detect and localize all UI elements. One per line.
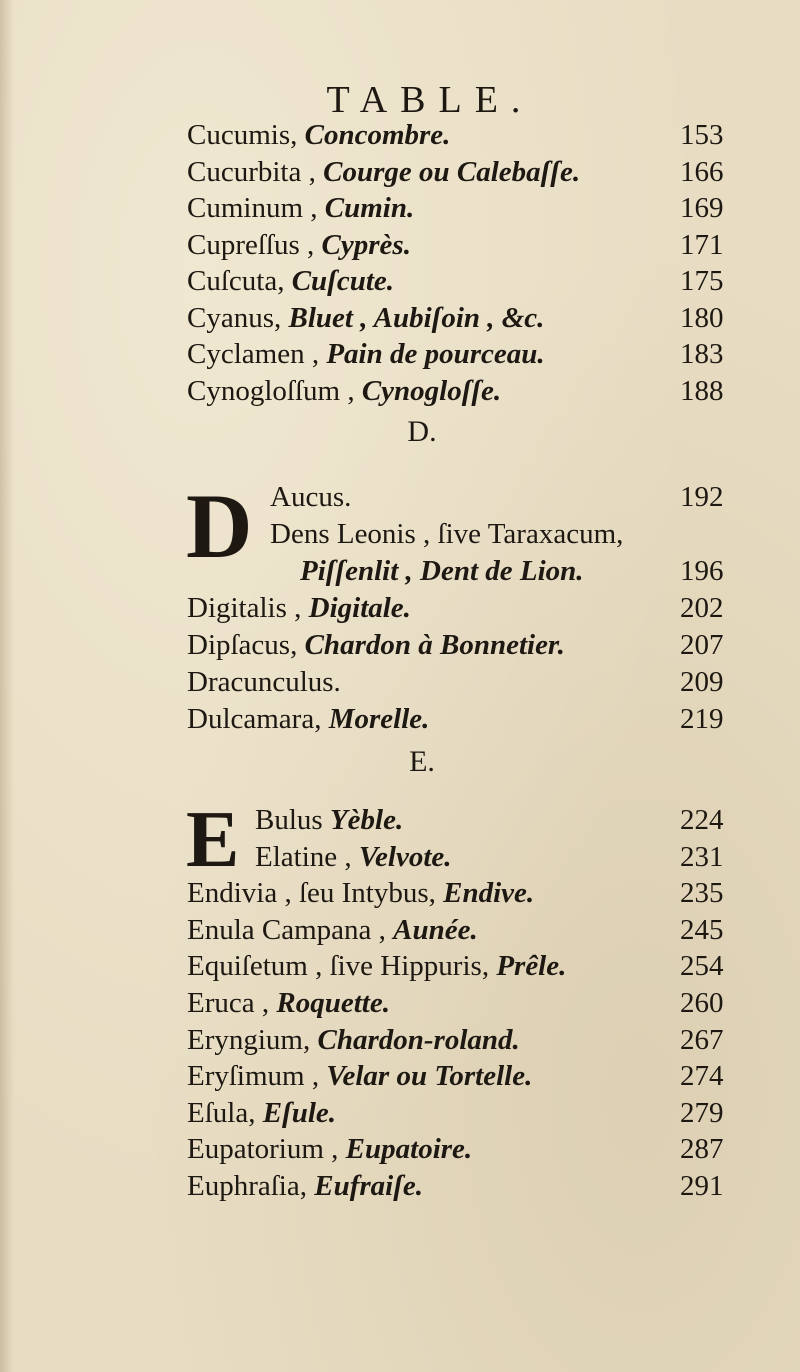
index-entry bbox=[187, 1166, 760, 1206]
french-name: Morelle. bbox=[328, 703, 430, 735]
entry-name bbox=[187, 334, 545, 374]
page-number: 207 bbox=[680, 629, 724, 661]
separator: , bbox=[277, 265, 292, 297]
index-entry bbox=[187, 1056, 760, 1096]
separator: , bbox=[314, 703, 329, 735]
page-number: 169 bbox=[680, 192, 724, 224]
entry-name bbox=[270, 514, 623, 554]
index-entry bbox=[187, 662, 760, 702]
page-gutter-shadow bbox=[0, 0, 14, 1372]
index-entry bbox=[187, 983, 760, 1023]
page-number: 260 bbox=[680, 987, 724, 1019]
index-entry bbox=[187, 699, 760, 739]
latin-name: Eryngium bbox=[187, 1023, 303, 1056]
index-entry bbox=[187, 910, 760, 950]
latin-name: Cyclamen bbox=[187, 338, 305, 370]
index-entry bbox=[187, 946, 760, 986]
separator bbox=[323, 804, 330, 836]
separator: , bbox=[303, 1023, 318, 1056]
page-number: 267 bbox=[680, 1023, 724, 1056]
separator: , bbox=[340, 374, 362, 407]
french-name: Prêle. bbox=[496, 950, 567, 983]
latin-name: Bulus bbox=[255, 804, 323, 836]
separator: , bbox=[303, 192, 325, 224]
french-name: Cuſcute. bbox=[291, 265, 395, 297]
entry-name bbox=[187, 152, 580, 192]
page-number: 188 bbox=[680, 374, 724, 407]
separator: , bbox=[286, 592, 309, 624]
latin-name: Dracunculus. bbox=[187, 666, 341, 698]
dropcap-e: E bbox=[186, 796, 240, 884]
latin-name: Aucus. bbox=[270, 481, 352, 513]
entry-name bbox=[187, 261, 394, 301]
page-number: 279 bbox=[680, 1096, 724, 1129]
french-name: Cynogloſſe. bbox=[361, 374, 502, 407]
entry-name bbox=[187, 371, 501, 411]
entry-name bbox=[187, 225, 411, 265]
entry-name bbox=[187, 1129, 472, 1169]
latin-name: Eſula bbox=[187, 1096, 249, 1129]
index-entry bbox=[270, 477, 760, 517]
entry-name bbox=[187, 699, 429, 739]
separator: , bbox=[290, 119, 305, 151]
latin-name: Enula Campana bbox=[187, 913, 372, 946]
section-letter-e: E. bbox=[409, 745, 435, 778]
separator: , bbox=[248, 1096, 263, 1129]
page-number: 192 bbox=[680, 481, 724, 513]
entry-name bbox=[187, 1020, 520, 1060]
entry-name bbox=[187, 1056, 532, 1096]
latin-name: Cucurbita bbox=[187, 155, 302, 188]
separator: , bbox=[301, 155, 324, 188]
separator: , bbox=[299, 1170, 315, 1202]
index-entry bbox=[255, 800, 760, 840]
french-name: Piſſenlit , Dent de Lion. bbox=[300, 555, 584, 587]
french-name: Eufraiſe. bbox=[314, 1170, 423, 1202]
index-entry bbox=[187, 625, 760, 665]
latin-name: Eupatorium bbox=[187, 1133, 324, 1166]
index-entry bbox=[187, 188, 760, 228]
french-name: Courge ou Calebaſſe. bbox=[323, 155, 581, 188]
page-number: 153 bbox=[680, 119, 724, 151]
french-name: Roquette. bbox=[276, 987, 390, 1019]
entry-name bbox=[255, 837, 452, 877]
page-number: 183 bbox=[680, 338, 724, 370]
separator: , bbox=[290, 629, 305, 661]
separator: , bbox=[428, 877, 444, 910]
entry-name bbox=[300, 551, 584, 591]
index-entry bbox=[187, 371, 760, 411]
entry-name bbox=[187, 946, 566, 986]
page-number: 175 bbox=[680, 265, 724, 297]
page-number: 180 bbox=[680, 301, 724, 334]
separator: , bbox=[323, 1133, 346, 1166]
entry-name bbox=[187, 298, 544, 338]
index-entry bbox=[187, 261, 760, 301]
entry-name bbox=[187, 983, 390, 1023]
latin-name: Digitalis bbox=[187, 592, 287, 624]
index-entry bbox=[270, 514, 760, 554]
index-entry bbox=[187, 298, 760, 338]
french-name: Yèble. bbox=[329, 804, 404, 836]
entry-name bbox=[270, 477, 351, 517]
french-name: Cyprès. bbox=[321, 228, 411, 261]
separator: , bbox=[371, 913, 394, 946]
index-entry bbox=[187, 225, 760, 265]
entry-name bbox=[187, 662, 341, 702]
french-name: Chardon à Bonnetier. bbox=[304, 629, 565, 661]
latin-name: Dipſacus bbox=[187, 629, 291, 661]
french-name: Velar ou Tortelle. bbox=[326, 1060, 533, 1093]
page-number: 224 bbox=[680, 804, 724, 836]
page-number: 274 bbox=[680, 1060, 724, 1093]
french-name: Concombre. bbox=[304, 119, 451, 151]
separator: , bbox=[274, 301, 289, 334]
index-entry bbox=[187, 334, 760, 374]
french-name: Eupatoire. bbox=[345, 1133, 473, 1166]
latin-name: Cuſcuta bbox=[187, 265, 278, 297]
page-number: 202 bbox=[680, 592, 724, 624]
latin-name: Dulcamara bbox=[187, 703, 315, 735]
entry-name bbox=[187, 625, 565, 665]
page-number: 219 bbox=[680, 703, 724, 735]
latin-name: Eruca bbox=[187, 987, 255, 1019]
latin-name: Eryſimum bbox=[187, 1060, 305, 1093]
index-entry bbox=[255, 837, 760, 877]
index-entry bbox=[187, 873, 760, 913]
french-name: Endive. bbox=[443, 877, 535, 910]
french-name: Cumin. bbox=[324, 192, 415, 224]
latin-name: Cuminum bbox=[187, 192, 304, 224]
page-number: 287 bbox=[680, 1133, 724, 1166]
index-entry bbox=[187, 1020, 760, 1060]
page-number: 196 bbox=[680, 555, 724, 587]
separator: , bbox=[254, 987, 277, 1019]
french-name: Pain de pourceau. bbox=[326, 338, 545, 370]
section-letter-d: D. bbox=[407, 415, 437, 448]
page-number: 209 bbox=[680, 666, 724, 698]
french-name: Aunée. bbox=[393, 913, 478, 946]
separator: , bbox=[481, 950, 497, 983]
page-number: 166 bbox=[680, 155, 724, 188]
entry-name bbox=[187, 910, 478, 950]
page-title: TABLE. bbox=[326, 79, 534, 121]
page-number: 291 bbox=[680, 1170, 724, 1202]
entry-name bbox=[255, 800, 403, 840]
index-entry bbox=[187, 1129, 760, 1169]
entry-name bbox=[187, 1093, 336, 1133]
page-number: 171 bbox=[680, 228, 724, 261]
index-entry bbox=[187, 152, 760, 192]
dropcap-d: D bbox=[186, 475, 253, 577]
latin-name: Euphraſia bbox=[187, 1170, 300, 1202]
french-name: Eſule. bbox=[262, 1096, 337, 1129]
page-number: 235 bbox=[680, 877, 724, 910]
page-number: 254 bbox=[680, 950, 724, 983]
separator: , bbox=[304, 338, 327, 370]
index-entry bbox=[187, 115, 760, 155]
french-name: Digitale. bbox=[308, 592, 411, 624]
latin-name: Cynogloſſum bbox=[187, 374, 341, 407]
latin-name: Endivia , ſeu Intybus bbox=[187, 877, 429, 910]
entry-name bbox=[187, 1166, 423, 1206]
index-entry bbox=[300, 551, 760, 591]
latin-name: Dens Leonis , ſive Taraxacum, bbox=[270, 518, 624, 550]
latin-name: Elatine bbox=[255, 840, 338, 873]
latin-name: Equiſetum , ſive Hippuris bbox=[187, 950, 482, 983]
separator: , bbox=[304, 1060, 327, 1093]
french-name: Chardon-roland. bbox=[317, 1023, 520, 1056]
latin-name: Cucumis bbox=[187, 119, 291, 151]
index-entry bbox=[187, 1093, 760, 1133]
separator: , bbox=[299, 228, 322, 261]
entry-name bbox=[187, 188, 414, 228]
page-number: 245 bbox=[680, 913, 724, 946]
separator: , bbox=[337, 840, 359, 873]
index-entry bbox=[187, 588, 760, 628]
page-number: 231 bbox=[680, 840, 724, 873]
entry-name bbox=[187, 873, 534, 913]
latin-name: Cupreſſus bbox=[187, 228, 300, 261]
latin-name: Cyanus bbox=[187, 301, 274, 334]
french-name: Velvote. bbox=[358, 840, 452, 873]
french-name: Bluet , Aubiſoin , &c. bbox=[288, 301, 545, 334]
entry-name bbox=[187, 588, 411, 628]
entry-name bbox=[187, 115, 450, 155]
